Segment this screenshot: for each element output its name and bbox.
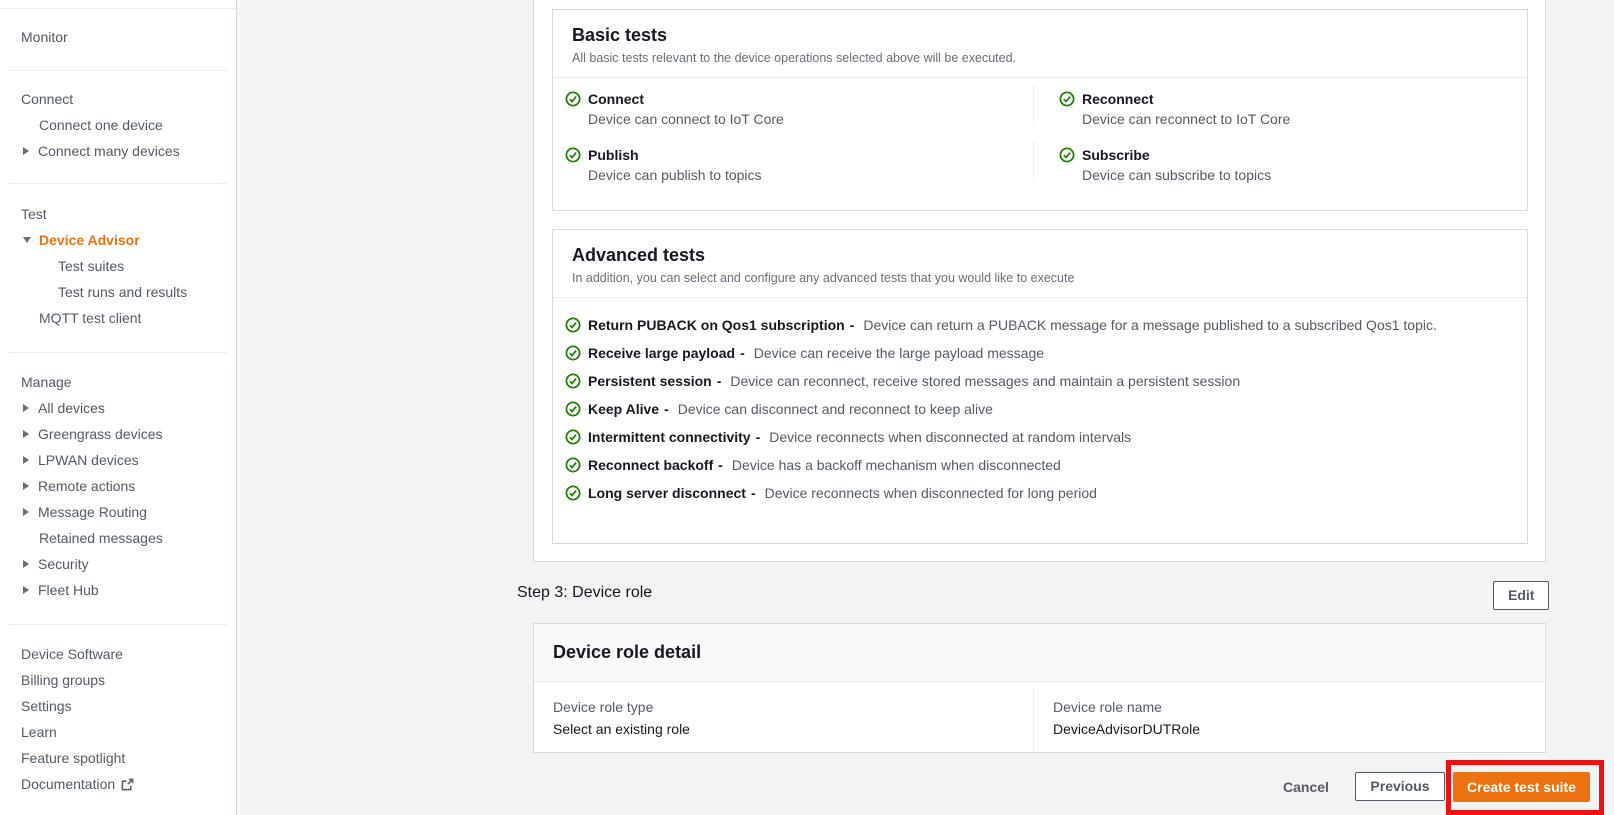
sidebar-divider <box>9 70 227 71</box>
device-role-type-field <box>534 682 1033 738</box>
sidebar-item-connect[interactable]: Connect <box>21 91 74 107</box>
sidebar-item-connect-many-devices[interactable]: Connect many devices <box>0 138 236 164</box>
check-circle-icon <box>1059 147 1075 163</box>
sidebar-item-feature-spotlight[interactable]: Feature spotlight <box>21 750 126 766</box>
sidebar-item-fleet-hub[interactable]: Fleet Hub <box>0 577 236 603</box>
advanced-tests-header <box>553 230 1527 298</box>
check-circle-icon <box>565 91 581 107</box>
sidebar-divider <box>9 352 227 353</box>
step3-heading: Step 3: Device role <box>517 584 653 601</box>
check-circle-icon <box>565 317 581 333</box>
basic-tests-header <box>553 10 1527 78</box>
advanced-tests-title: Advanced tests <box>572 245 706 265</box>
advanced-test-item: Reconnect backoff - Device has a backoff mechanism when disconnected <box>565 451 1508 479</box>
check-circle-icon <box>565 429 581 445</box>
basic-test-item: Connect Device can connect to IoT Core <box>553 78 1033 134</box>
sidebar-item-learn[interactable]: Learn <box>21 724 57 740</box>
basic-tests-description: All basic tests relevant to the device operations selected above will be executed. <box>572 51 1017 65</box>
edit-button[interactable]: Edit <box>1493 581 1549 610</box>
chevron-right-icon <box>23 560 29 568</box>
sidebar-divider <box>9 183 227 184</box>
cancel-button[interactable]: Cancel <box>1283 772 1329 802</box>
advanced-test-item: Persistent session - Device can reconnect, receive stored messages and maintain a persistent session <box>565 367 1508 395</box>
device-role-name-value: DeviceAdvisorDUTRole <box>1053 721 1201 737</box>
check-circle-icon <box>565 373 581 389</box>
advanced-test-item: Intermittent connectivity - Device reconnects when disconnected at random intervals <box>565 423 1508 451</box>
sidebar-item-security[interactable]: Security <box>0 551 236 577</box>
device-role-detail-title: Device role detail <box>553 642 702 662</box>
sidebar-item-lpwan-devices[interactable]: LPWAN devices <box>0 447 236 473</box>
sidebar-item-message-routing[interactable]: Message Routing <box>0 499 236 525</box>
device-role-type-label: Device role type <box>553 699 654 715</box>
basic-tests-title: Basic tests <box>572 25 668 45</box>
sidebar-item-mqtt-test-client[interactable]: MQTT test client <box>39 310 142 326</box>
device-role-detail-header <box>534 624 1545 682</box>
sidebar-item-remote-actions[interactable]: Remote actions <box>0 473 236 499</box>
advanced-tests-card <box>552 229 1528 544</box>
chevron-right-icon <box>23 404 29 412</box>
basic-tests-grid <box>553 78 1527 190</box>
sidebar-item-device-software[interactable]: Device Software <box>21 646 123 662</box>
chevron-right-icon <box>23 508 29 516</box>
advanced-tests-list <box>553 298 1527 507</box>
sidebar-item-retained-messages[interactable]: Retained messages <box>39 530 163 546</box>
basic-test-item: Reconnect Device can reconnect to IoT Core <box>1033 78 1527 134</box>
basic-tests-card <box>552 9 1528 211</box>
sidebar-divider <box>0 8 236 9</box>
chevron-right-icon <box>23 147 29 155</box>
advanced-test-item: Keep Alive - Device can disconnect and reconnect to keep alive <box>565 395 1508 423</box>
device-role-type-value: Select an existing role <box>553 721 690 737</box>
chevron-right-icon <box>23 586 29 594</box>
advanced-test-item: Return PUBACK on Qos1 subscription - Device can return a PUBACK message for a message published to a subscribed Qos1 topic. <box>565 311 1508 339</box>
device-role-name-field <box>1033 682 1545 738</box>
check-circle-icon <box>565 401 581 417</box>
sidebar-item-test-suites[interactable]: Test suites <box>58 258 125 274</box>
sidebar-item-device-advisor[interactable]: Device Advisor <box>0 227 236 253</box>
sidebar-nav <box>0 0 237 815</box>
check-circle-icon <box>565 147 581 163</box>
previous-button[interactable]: Previous <box>1355 772 1445 801</box>
advanced-tests-description: In addition, you can select and configure any advanced tests that you would like to execute <box>572 271 1075 285</box>
sidebar-item-test[interactable]: Test <box>21 206 47 222</box>
sidebar-item-test-runs-and-results[interactable]: Test runs and results <box>58 284 188 300</box>
sidebar-item-greengrass-devices[interactable]: Greengrass devices <box>0 421 236 447</box>
create-test-suite-button[interactable]: Create test suite <box>1453 772 1590 802</box>
check-circle-icon <box>1059 91 1075 107</box>
device-role-fields <box>534 682 1545 738</box>
sidebar-item-connect-one-device[interactable]: Connect one device <box>39 117 163 133</box>
chevron-right-icon <box>23 430 29 438</box>
chevron-right-icon <box>23 482 29 490</box>
sidebar-item-settings[interactable]: Settings <box>21 698 72 714</box>
basic-test-item: Subscribe Device can subscribe to topics <box>1033 134 1527 190</box>
check-circle-icon <box>565 345 581 361</box>
device-role-name-label: Device role name <box>1053 699 1162 715</box>
device-role-detail-card <box>533 623 1546 753</box>
advanced-test-item: Long server disconnect - Device reconnects when disconnected for long period <box>565 479 1508 507</box>
advanced-test-item: Receive large payload - Device can receive the large payload message <box>565 339 1508 367</box>
external-link-icon <box>121 778 134 791</box>
sidebar-divider <box>9 624 227 625</box>
sidebar-item-manage[interactable]: Manage <box>21 374 72 390</box>
chevron-down-icon <box>23 237 31 243</box>
sidebar-item-documentation[interactable]: Documentation <box>0 771 236 797</box>
sidebar-item-all-devices[interactable]: All devices <box>0 395 236 421</box>
sidebar-item-monitor[interactable]: Monitor <box>21 29 68 45</box>
step2-review-panel <box>533 0 1546 562</box>
check-circle-icon <box>565 457 581 473</box>
chevron-right-icon <box>23 456 29 464</box>
basic-test-item: Publish Device can publish to topics <box>553 134 1033 190</box>
check-circle-icon <box>565 485 581 501</box>
sidebar-item-billing-groups[interactable]: Billing groups <box>21 672 106 688</box>
